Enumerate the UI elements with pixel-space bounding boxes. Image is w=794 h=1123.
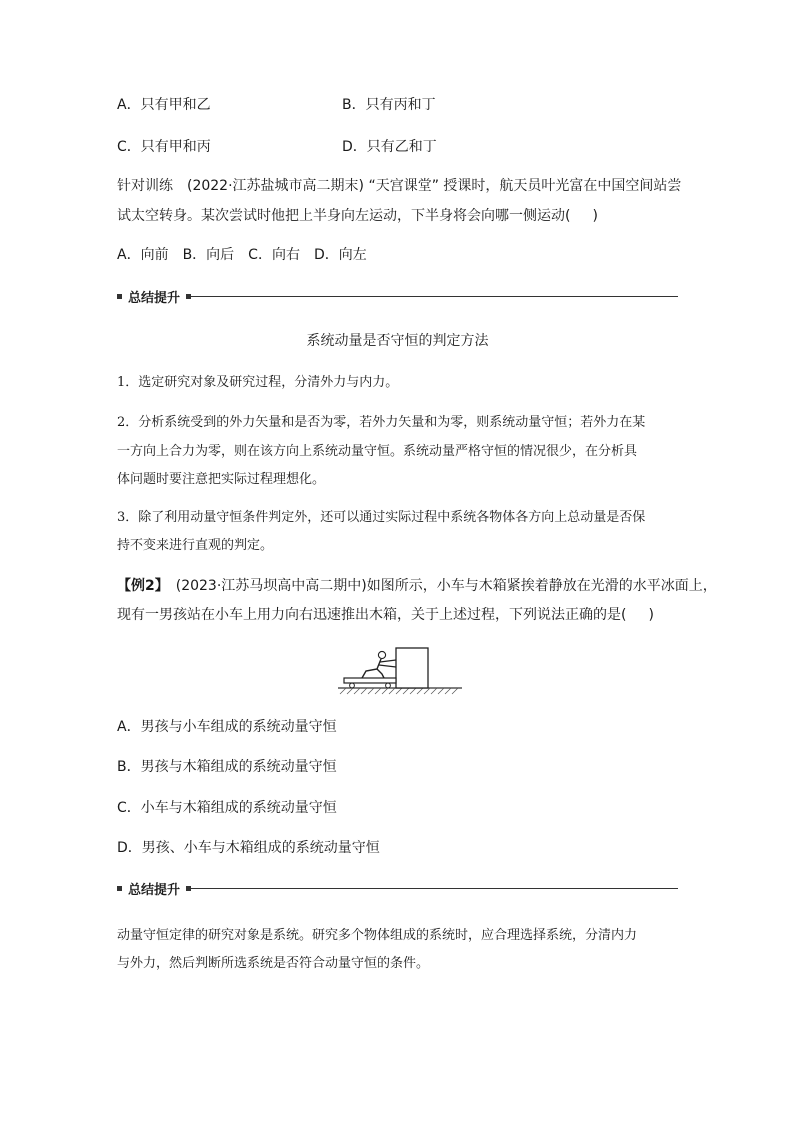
summary-point-1: 1．选定研究对象及研究过程，分清外力与内力。 [117,375,399,390]
training-question-close: ) [592,208,598,224]
divider-line [191,296,678,297]
summary-point-2-line1: 2．分析系统受到的外力矢量和是否为零，若外力矢量和为零，则系统动量守恒；若外力在某 [117,415,646,430]
summary-heading: 总结提升 [128,290,181,306]
example-2-line2 [117,606,654,624]
q1-option-a: A．只有甲和乙 [117,97,211,113]
training-question-line2 [117,207,598,225]
summary-2-line2: 与外力，然后判断所选系统是否符合动量守恒的条件。 [117,956,430,971]
summary-point-2-line2: 一方向上合力为零，则在该方向上系统动量守恒。系统动量严格守恒的情况很少，在分析具 [117,444,638,459]
example-2-option-c: C．小车与木箱组成的系统动量守恒 [117,800,337,816]
training-options: A．向前 B．向后 C．向右 D．向左 [117,247,367,263]
divider-line [191,888,678,889]
training-question-line1: 针对训练 (2022·江苏盐城市高二期末) “天宫课堂” 授课时，航天员叶光富在中国空间站尝 [117,178,682,194]
boy-cart-box-figure [338,645,462,695]
example-2-text: (2023·江苏马坝高中高二期中)如图所示，小车与木箱紧挨着静放在光滑的水平冰面上， [161,578,717,594]
q1-option-b: B．只有丙和丁 [342,97,436,113]
summary-point-2-line3: 体问题时要注意把实际过程理想化。 [117,472,326,487]
example-2-option-b: B．男孩与木箱组成的系统动量守恒 [117,759,337,775]
summary-point-3-line1: 3．除了利用动量守恒条件判定外，还可以通过实际过程中系统各物体各方向上总动量是否保 [117,510,646,525]
q1-option-c: C．只有甲和丙 [117,139,211,155]
summary-header-2 [117,879,678,897]
summary-2-line1: 动量守恒定律的研究对象是系统。研究多个物体组成的系统时，应合理选择系统，分清内力 [117,928,638,943]
example-2-option-a: A．男孩与小车组成的系统动量守恒 [117,719,337,735]
training-question-text: 试太空转身。某次尝试时他把上半身向左运动，下半身将会向哪一侧运动( [117,208,571,224]
square-bullet-icon [117,886,122,891]
summary-header-1 [117,287,678,305]
example-2-question: 现有一男孩站在小车上用力向右迅速推出木箱，关于上述过程，下列说法正确的是( [117,607,627,623]
example-label: 【例2】 [117,578,162,594]
summary-point-3-line2: 持不变来进行直观的判定。 [117,538,274,553]
q1-option-d: D．只有乙和丁 [342,139,437,155]
example-2-line1 [117,577,717,595]
example-2-close: ) [648,607,654,623]
square-bullet-icon [117,294,122,299]
summary-heading: 总结提升 [128,882,181,898]
example-2-option-d: D．男孩、小车与木箱组成的系统动量守恒 [117,840,380,856]
summary-title: 系统动量是否守恒的判定方法 [306,333,489,349]
